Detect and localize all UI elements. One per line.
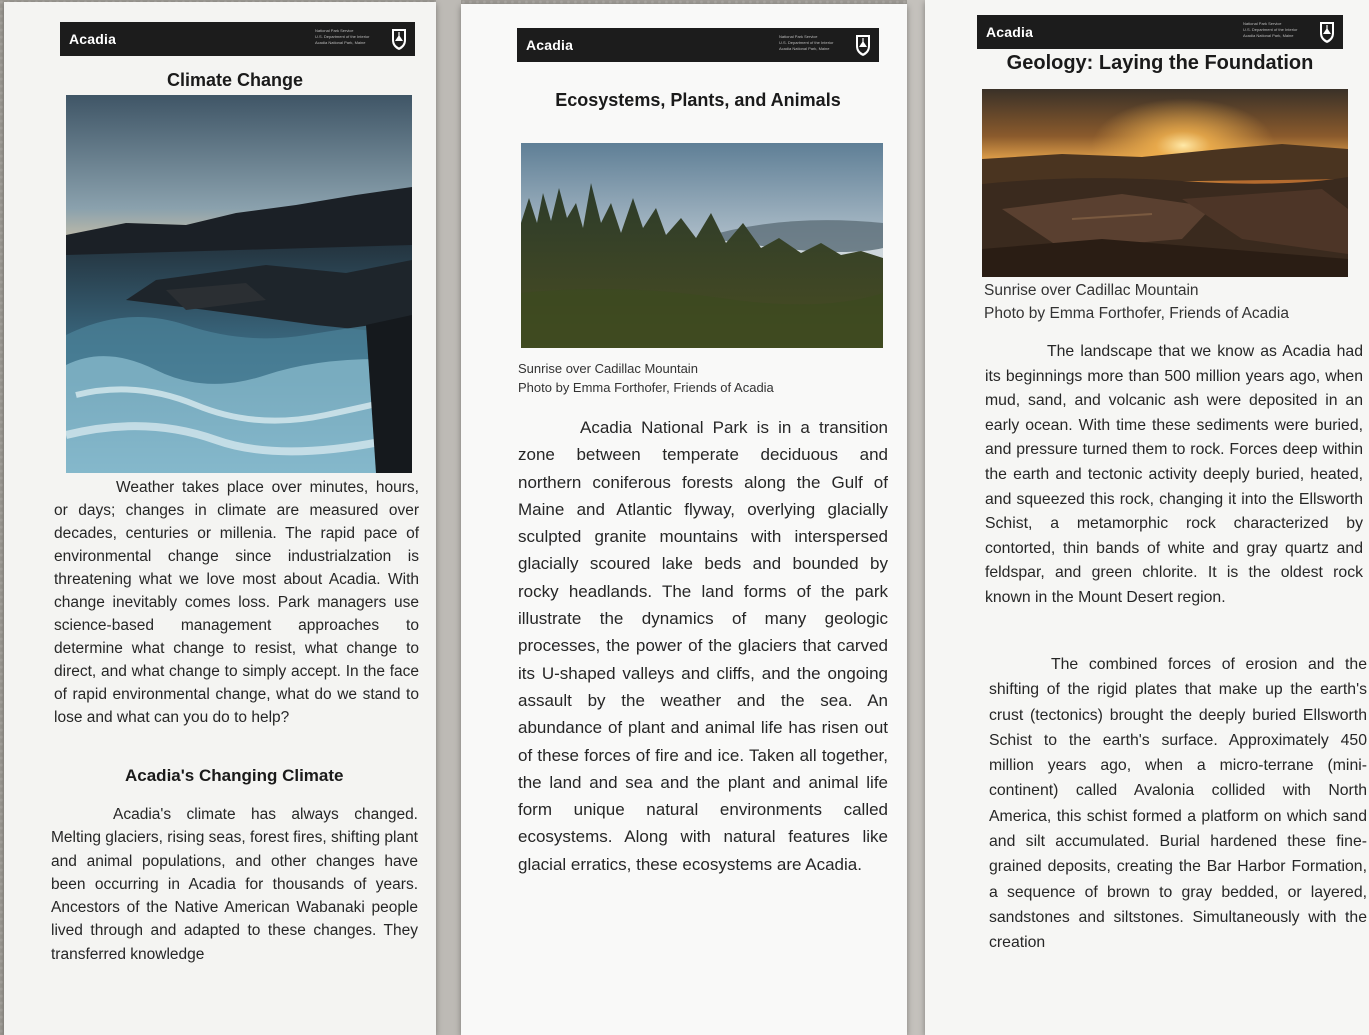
page-title: Ecosystems, Plants, and Animals [555,90,841,110]
arrowhead-icon [853,33,873,57]
body-paragraph: Acadia National Park is in a transition zone between temperate deciduous and northern coniferous forests along the Gulf of Maine and Atlantic flyway, overlying glacially sculpted granite mountains with interspersed glacially scoured lake beds and bounded by rocky headlands. The land forms of the park illustrate the dynamics of many geologic processes, the power of the glaciers that carved its U-shaped valleys and cliffs, and the ongoing assault by the weather and the sea. An abundance of plant and animal life has risen out of these forces of fire and ice. Taken all together, the land and sea and the plant and animal life form unique natural environments called ecosystems. Along with natural features like glacial erratics, these ecosystems are Acadia. [518,418,888,874]
body-paragraph: The combined forces of erosion and the shifting of the rigid plates that make up the earth's crust (tectonics) brought the deeply buried Ellsworth Schist to the earth's surface. Approximately 450 million years ago, when a micro-terrane (mini-continent) called Avalonia collided with North America, this schist formed a platform on which sand and silt accumulated. Burial hardened these fine-grained deposits, creating the Bar Harbor Formation, a sequence of brown to gray bedded, or layered, sandstones and siltstones. Simultaneously with the creation [989,656,1367,952]
header-banner [60,22,415,56]
header-banner [517,28,879,62]
body-paragraph: The landscape that we know as Acadia had its beginnings more than 500 million years ago, when mud, sand, and volcanic ash were deposited in an early ocean. With time these sediments were buried, and pressure turned them to rock. Forces deep within the earth and tectonic activity deeply buried, heated, and squeezed this rock, changing it into the Ellsworth Schist, a metamorphic rock characterized by contorted, thin bands of white and gray quartz and feldspar, and green chlorite. It is the oldest rock known in the Mount Desert region. [985,343,1363,606]
page-gap [436,0,461,1035]
brochure-panel-ecosystems [461,4,907,1035]
agency-text: National Park Service U.S. Department of the Interior Acadia National Park, Maine [1243,21,1298,38]
header-banner [977,15,1343,49]
arrowhead-icon [1317,20,1337,44]
page-gap [907,0,925,1035]
photo-cadillac-sunrise [982,89,1348,277]
arrowhead-icon [389,27,409,51]
brochure-panel-climate-change [4,2,436,1035]
banner-title: Acadia [986,24,1034,40]
agency-text: National Park Service U.S. Department of the Interior Acadia National Park, Maine [779,34,834,51]
body-paragraph: Acadia's climate has always changed. Melting glaciers, rising seas, forest fires, shifting plant and animal populations, and other changes have been occurring in Acadia for thousands of years. Ancestors of the Native American Wabanaki people lived through and adapted to these changes. They transferred knowledge [51,806,418,963]
banner-title: Acadia [69,31,117,47]
page-title: Climate Change [166,70,304,90]
body-paragraph: Weather takes place over minutes, hours, or days; changes in climate are measured over decades, centuries or millenia. The rapid pace of environmental change since industrialzation is threatening what we love most about Acadia. With change inevitably comes loss. Park managers use science-based management approaches to determine what change to resist, what change to direct, and what change to simply accept. In the face of rapid environmental change, what do we stand to lose and what can you do to help? [54,479,419,726]
photo-ocean-waves [66,95,412,473]
photo-forest-fog [521,143,883,348]
page-title: Geology: Laying the Foundation [1006,52,1314,74]
section-heading: Acadia's Changing Climate [125,766,344,785]
agency-text: National Park Service U.S. Department of the Interior Acadia National Park, Maine [315,28,370,45]
photo-caption: Sunrise over Cadillac Mountain Photo by Emma Forthofer, Friends of Acadia [984,282,1289,322]
brochure-panel-geology [925,0,1369,1035]
banner-title: Acadia [526,37,574,53]
photo-caption: Sunrise over Cadillac Mountain Photo by Emma Forthofer, Friends of Acadia [518,361,774,395]
